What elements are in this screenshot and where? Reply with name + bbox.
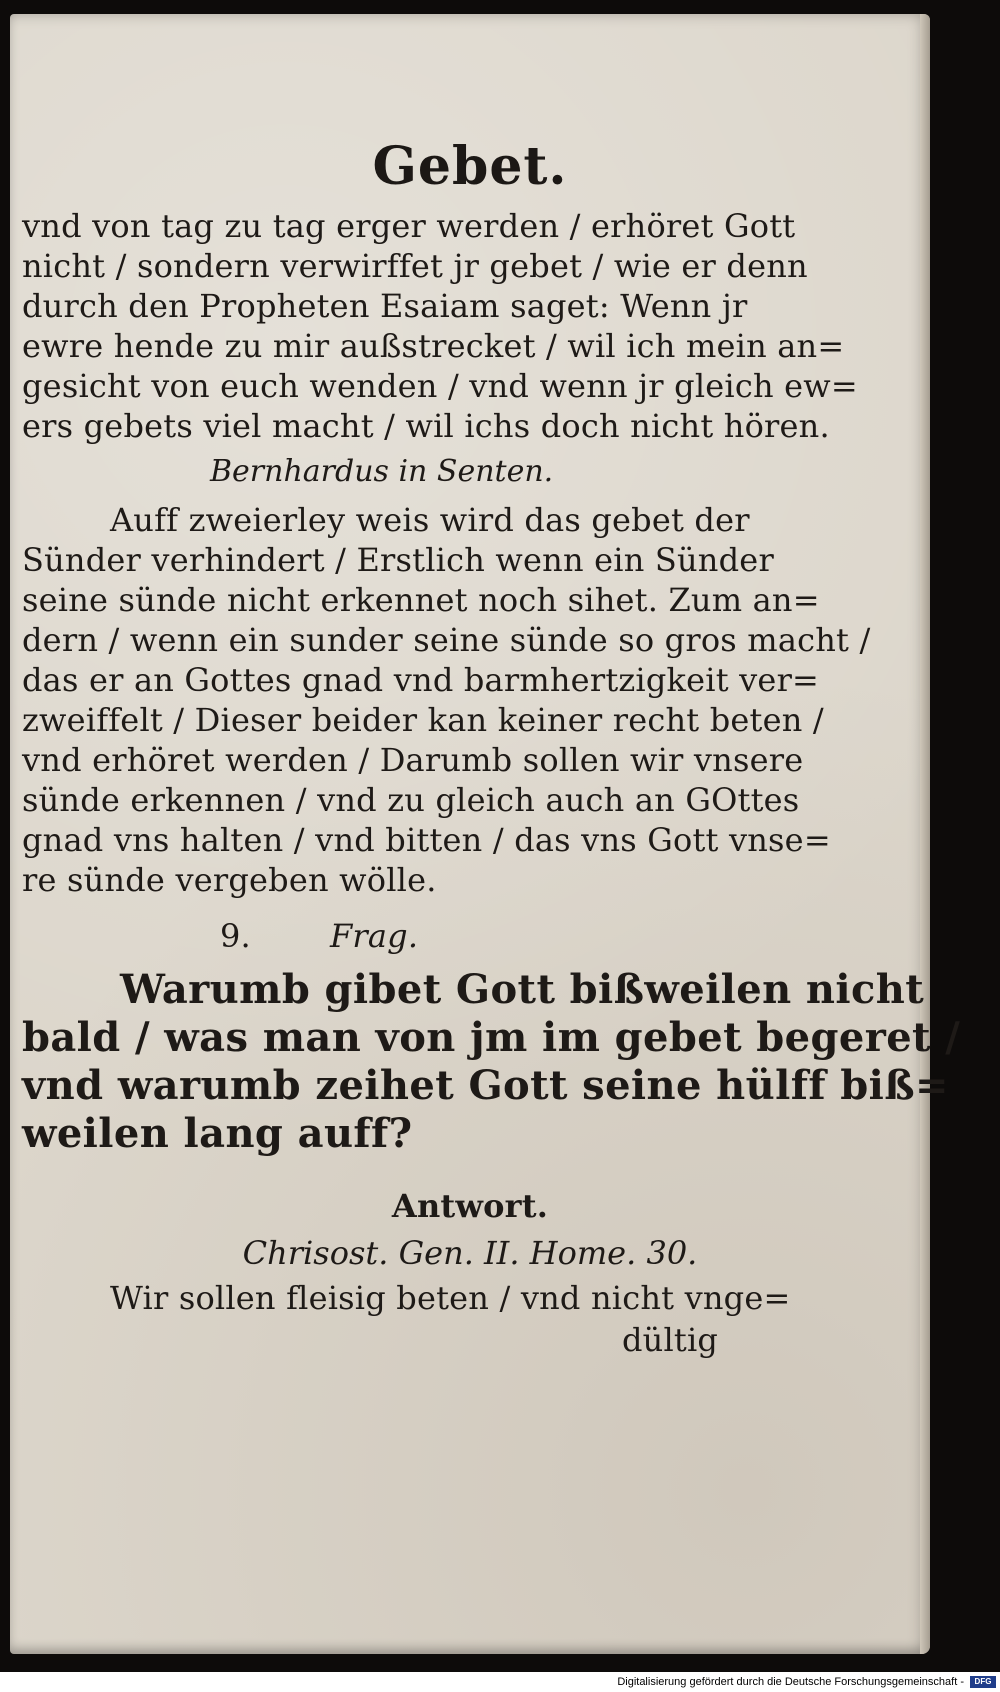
text-line: vnd von tag zu tag erger werden / erhöret Gott (22, 207, 796, 245)
question-line: bald / was man von jm im gebet begeret / (22, 1014, 961, 1061)
question-number: 9. (220, 917, 251, 955)
text-line: nicht / sondern verwirffet jr gebet / wie er denn (22, 247, 808, 285)
answer-label: Antwort. (391, 1187, 549, 1225)
text-line: Wir sollen fleisig beten / vnd nicht vnge= (110, 1279, 791, 1317)
text-line: ers gebets viel macht / wil ichs doch nicht hören. (22, 407, 830, 445)
page-edge (920, 14, 930, 1654)
text-line: ewre hende zu mir außstrecket / wil ich mein an= (22, 327, 845, 365)
text-line: Sünder verhindert / Erstlich wenn ein Sünder (22, 541, 774, 579)
answer-source: Chrisost. Gen. II. Home. 30. (242, 1234, 698, 1272)
text-line: das er an Gottes gnad vnd barmhertzigkeit ver= (22, 661, 820, 699)
text-line: seine sünde nicht erkennet noch sihet. Zum an= (22, 581, 820, 619)
running-head: Gebet. (372, 136, 568, 197)
book-page (10, 14, 961, 1654)
text-line: zweiffelt / Dieser beider kan keiner recht beten / (22, 701, 824, 739)
digitization-footer (0, 1672, 1000, 1692)
text-line: gnad vns halten / vnd bitten / das vns Gott vnse= (22, 821, 831, 859)
text-line: re sünde vergeben wölle. (22, 861, 437, 899)
text-line: vnd erhöret werden / Darumb sollen wir vnsere (22, 741, 804, 779)
dfg-logo-icon: DFG (970, 1676, 996, 1688)
question-line: Warumb gibet Gott bißweilen nicht (120, 966, 925, 1013)
question-line: weilen lang auff? (22, 1110, 413, 1157)
text-line: durch den Propheten Esaiam saget: Wenn jr (22, 287, 748, 325)
text-line: Auff zweierley weis wird das gebet der (110, 501, 750, 539)
question-label: Frag. (330, 917, 419, 955)
text-line: gesicht von euch wenden / vnd wenn jr gleich ew= (22, 367, 858, 405)
catchword: dültig (622, 1321, 719, 1359)
footer-credit: Digitalisierung gefördert durch die Deutsche Forschungsgemeinschaft - (617, 1676, 964, 1688)
text-line: sünde erkennen / vnd zu gleich auch an GOttes (22, 781, 800, 819)
source-heading: Bernhardus in Senten. (210, 454, 554, 489)
text-line: dern / wenn ein sunder seine sünde so gros macht / (22, 621, 871, 659)
question-line: vnd warumb zeihet Gott seine hülff biß= (22, 1062, 949, 1109)
